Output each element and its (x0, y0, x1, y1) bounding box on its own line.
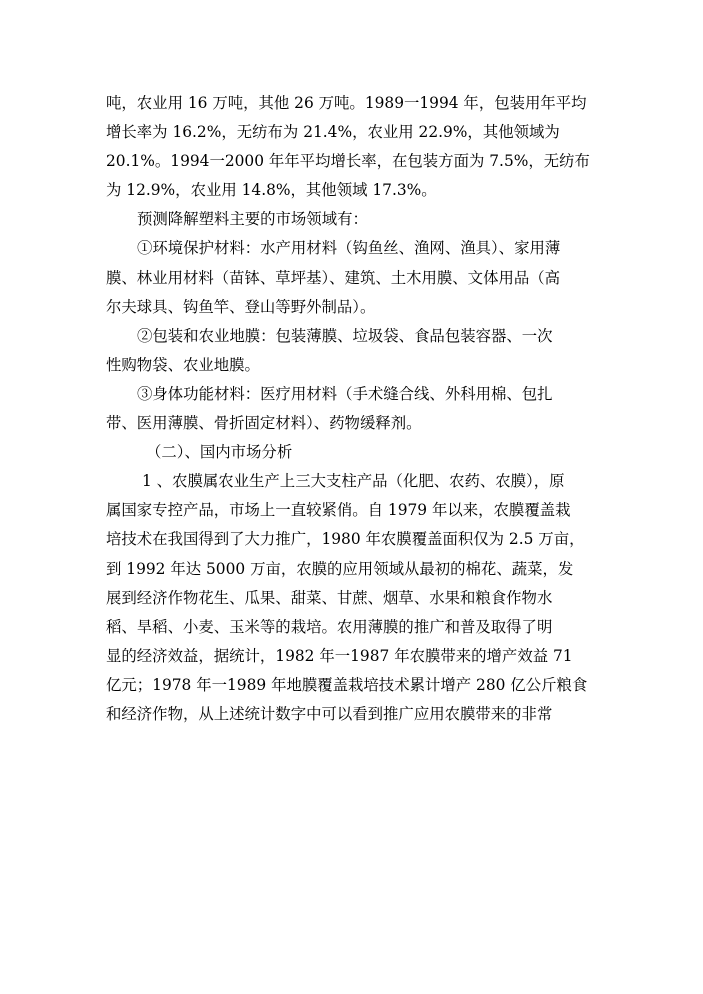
text-line: 展到经济作物花生、瓜果、甜菜、甘蔗、烟草、水果和粮食作物水 (106, 588, 553, 607)
text-line: 属国家专控产品，市场上一直较紧俏。自 1979 年以来，农膜覆盖栽 (106, 501, 571, 520)
list-item-line: ①环境保护材料：水产用材料（钩鱼丝、渔网、渔具）、家用薄 (137, 239, 561, 258)
document-body (106, 89, 600, 729)
text-line: 膜、林业用材料（苗钵、草坪基）、建筑、土木用膜、文体用品（高 (106, 268, 561, 287)
text-line: 20.1%。1994一2000 年年平均增长率，在包装方面为 7.5%，无纺布 (106, 152, 590, 171)
text-line: 吨，农业用 16 万吨，其他 26 万吨。1989一1994 年，包装用年平均 (106, 94, 587, 112)
text-line: 到 1992 年达 5000 万亩，农膜的应用领域从最初的棉花、蔬菜，发 (106, 559, 574, 578)
text-line: 稻、旱稻、小麦、玉米等的栽培。农用薄膜的推广和普及取得了明 (106, 617, 553, 636)
text-line: 亿元；1978 年一1989 年地膜覆盖栽培技术累计增产 280 亿公斤粮食 (106, 675, 588, 694)
text-line: 尔夫球具、钩鱼竿、登山等野外制品）。 (106, 297, 376, 316)
paragraph-start-line: 1 、农膜属农业生产上三大支柱产品（化肥、农药、农膜），原 (142, 472, 565, 491)
text-line: 性购物袋、农业地膜。 (106, 355, 260, 374)
list-item-line: ②包装和农业地膜：包装薄膜、垃圾袋、食品包装容器、一次 (137, 326, 553, 345)
text-line: 为 12.9%，农业用 14.8%，其他领域 17.3%。 (106, 181, 437, 200)
text-line: 显的经济效益，据统计，1982 年一1987 年农膜带来的增产效益 71 (106, 646, 573, 665)
text-line: 培技术在我国得到了大力推广，1980 年农膜覆盖面积仅为 2.5 万亩， (106, 530, 585, 549)
text-line: 带、医用薄膜、骨折固定材料）、药物缓释剂。 (106, 414, 422, 433)
list-item-line: ③身体功能材料：医疗用材料（手术缝合线、外科用棉、包扎 (137, 384, 553, 403)
paragraph-start-line: 预测降解塑料主要的市场领域有： (137, 210, 368, 229)
section-heading: （二）、国内市场分析 (146, 443, 293, 462)
text-line: 和经济作物，从上述统计数字中可以看到推广应用农膜带来的非常 (106, 704, 553, 723)
text-line: 增长率为 16.2%，无纺布为 21.4%，农业用 22.9%，其他领域为 (106, 123, 560, 142)
